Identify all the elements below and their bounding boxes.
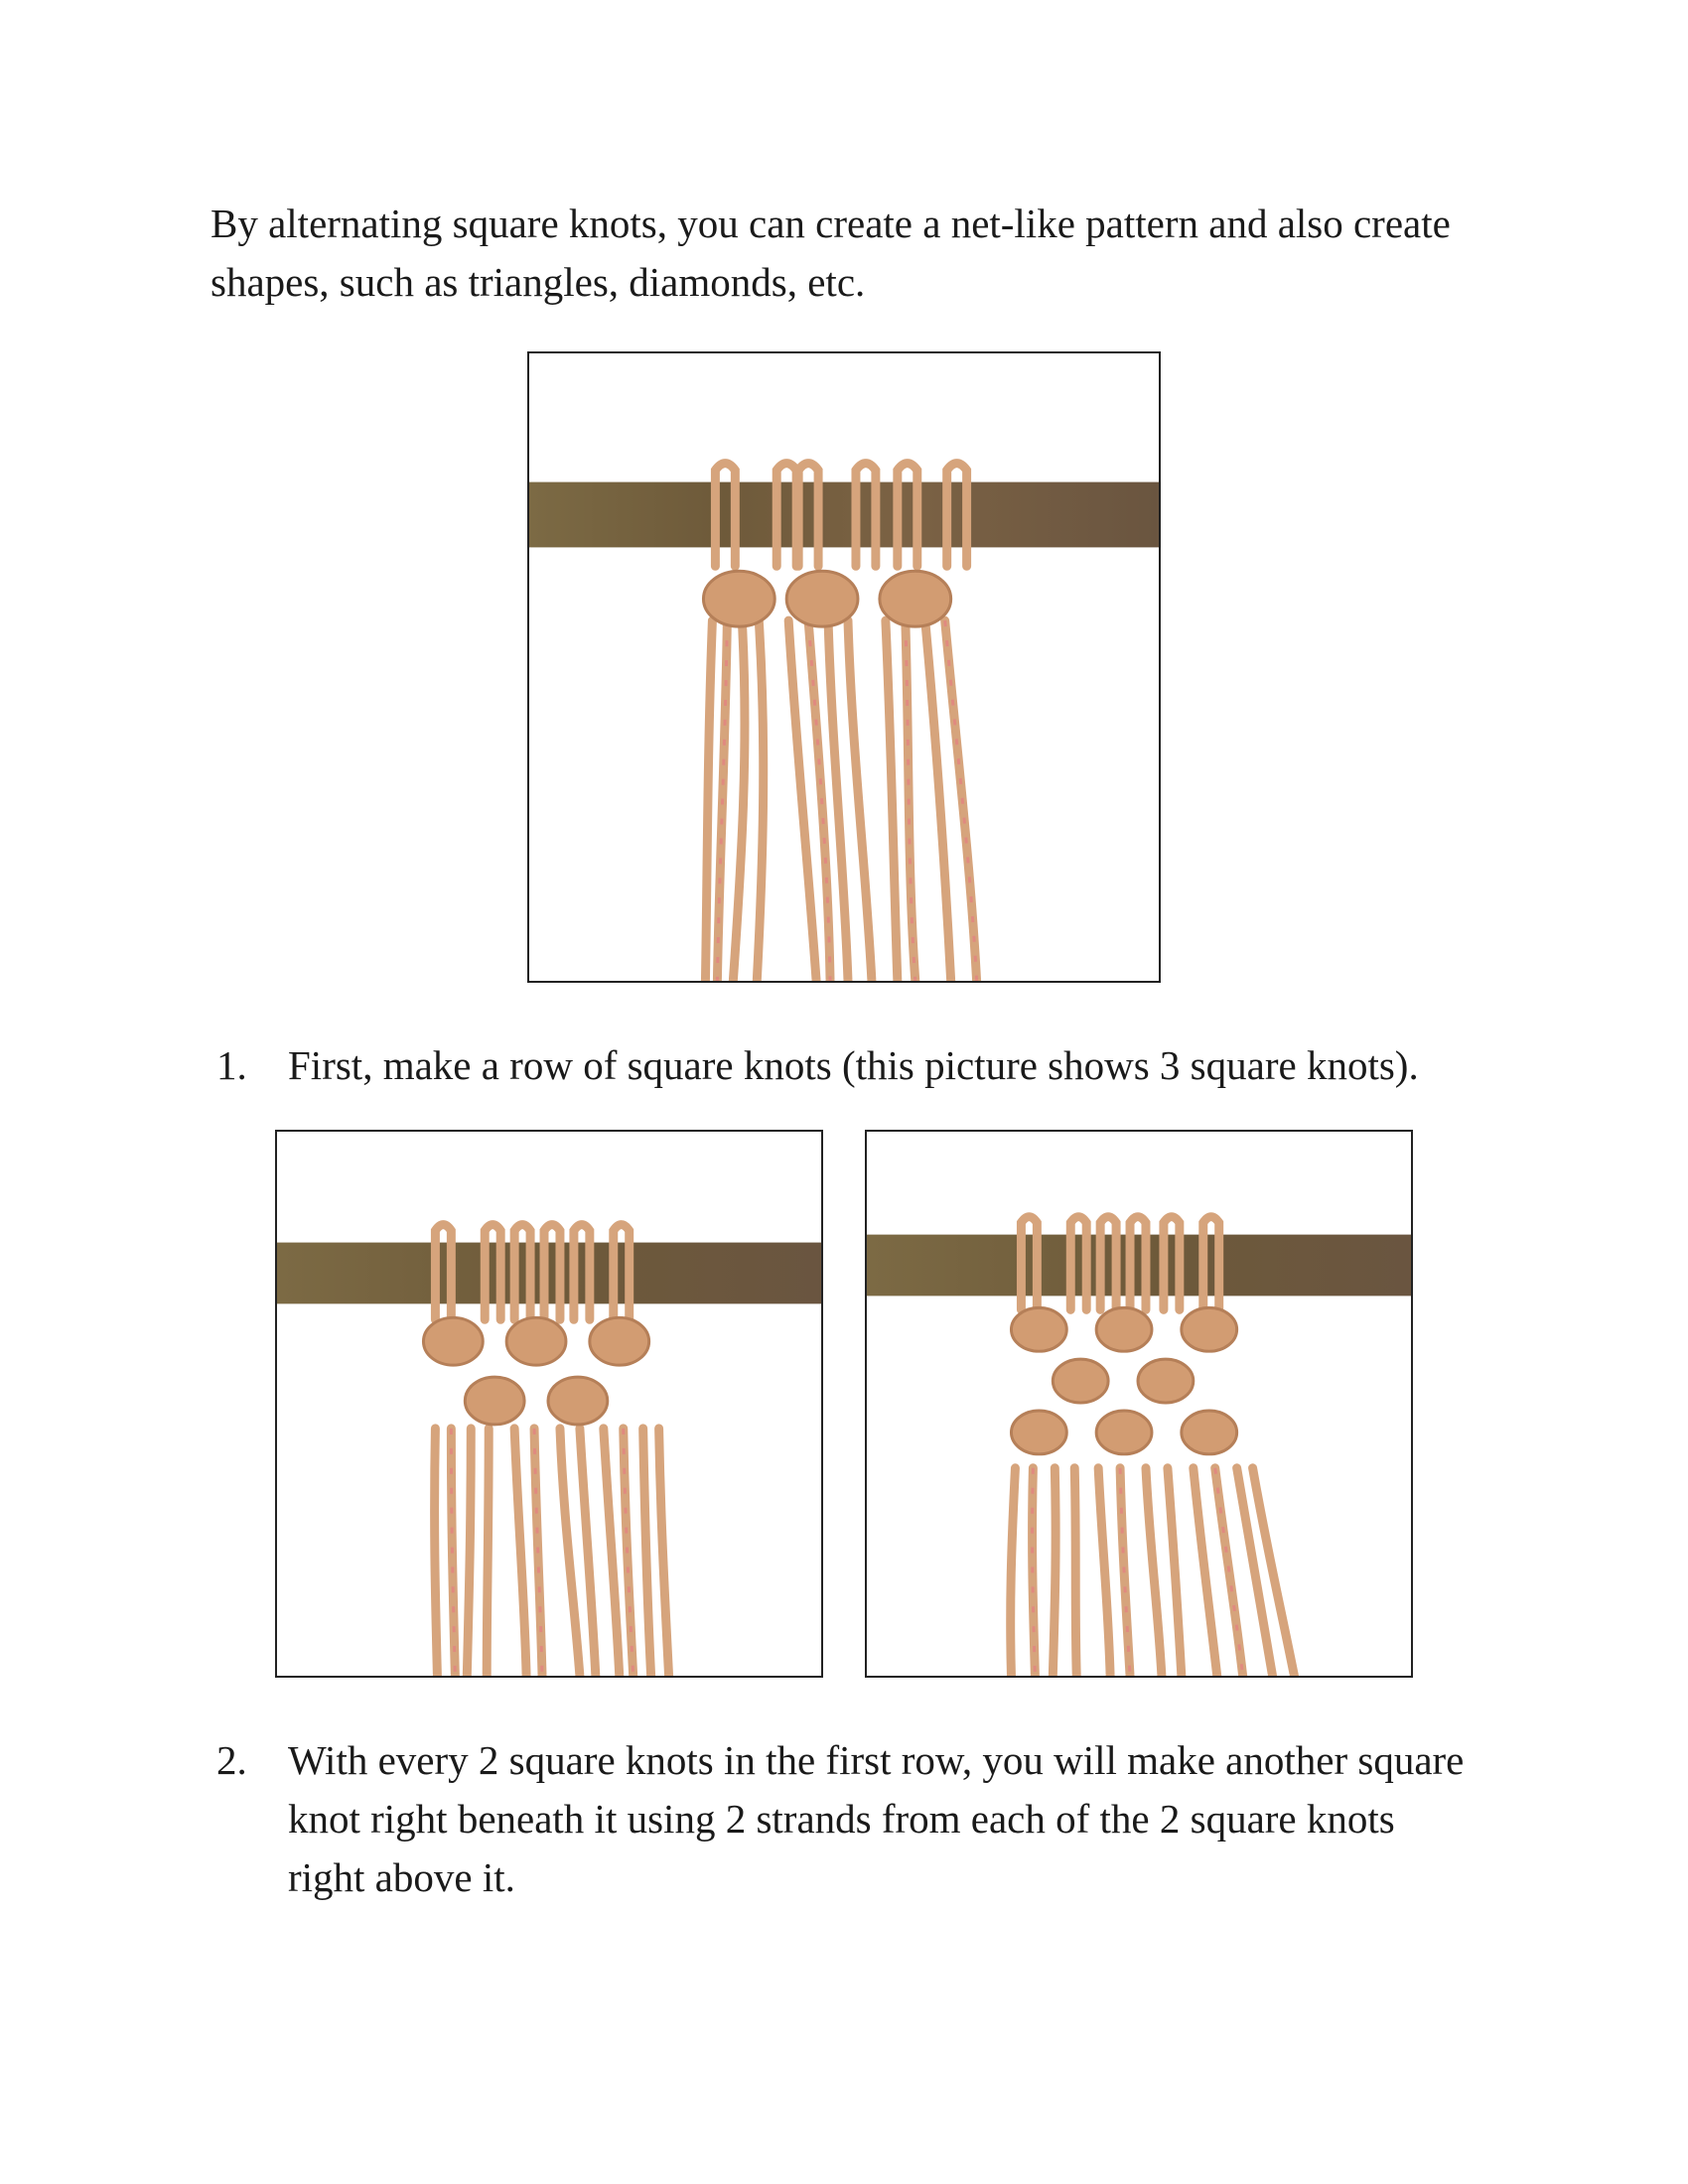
wooden-dowel [277,1243,821,1304]
macrame-photo-step-0 [527,351,1161,983]
step-number: 2. [216,1737,247,1783]
step-number: 1. [216,1042,247,1088]
step-1 [216,1036,1507,1096]
square-knots [1011,1307,1236,1453]
macrame-illustration [277,1132,821,1676]
step-text: With every 2 square knots in the first row, you will make another square knot right beneath it using 2 strands from each of the 2 square knots right above it. [288,1737,1465,1900]
macrame-illustration [529,353,1159,981]
square-knots [423,1317,648,1425]
macrame-photo-step-1 [275,1130,823,1678]
intro-paragraph: By alternating square knots, you can create a net-like pattern and also create shapes, such as triangles, diamonds, etc. [211,201,1451,305]
wooden-dowel [867,1235,1411,1297]
step-text: First, make a row of square knots (this picture shows 3 square knots). [288,1042,1419,1088]
square-knots [703,571,950,626]
wooden-dowel [529,482,1159,548]
step-2 [216,1731,1507,1910]
macrame-photo-step-2 [865,1130,1413,1678]
macrame-illustration [867,1132,1411,1676]
